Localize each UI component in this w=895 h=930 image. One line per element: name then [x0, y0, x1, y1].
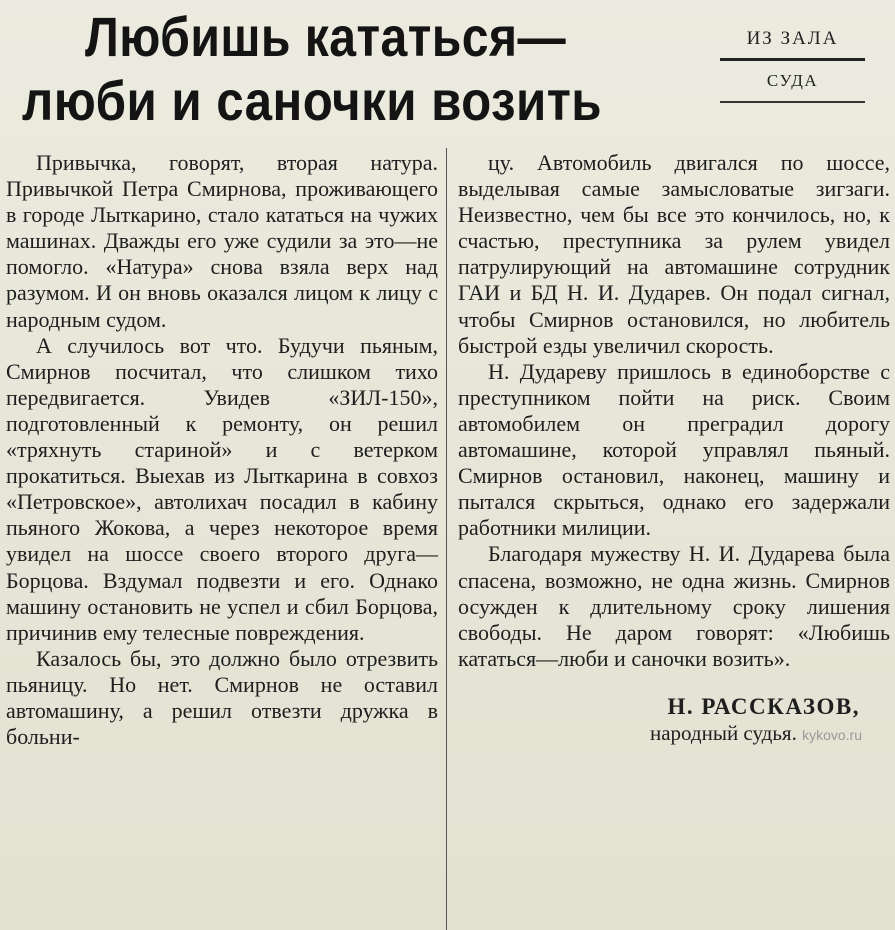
- article-paragraph: цу. Автомобиль двигался по шоссе, выделывая самые замысловатые зигзаги. Неизвестно, чем бы все это кончилось, но, к счастью, преступника за рулем увидел патрулирующий на автомашине сотрудник ГАИ и БД Н. И. Дударев. Он подал сигнал, чтобы Смирнов остановился, но любитель быстрой езды увеличил скорость.: [458, 150, 890, 358]
- rubric-box: [720, 20, 865, 103]
- article-column-left: [6, 150, 438, 750]
- column-divider: [446, 148, 447, 930]
- rubric-bottom-rule: [720, 101, 865, 103]
- rubric-line-1: ИЗ ЗАЛА: [746, 28, 839, 49]
- author-title-line: [458, 720, 890, 748]
- article-column-right: [458, 150, 890, 748]
- author-name: Н. РАССКАЗОВ,: [667, 693, 860, 719]
- article-paragraph: Благодаря мужеству Н. И. Дударева была спасена, возможно, не одна жизнь. Смирнов осужден к длительному сроку лишения свободы. Не даром говорят: «Любишь кататься—люби и саночки возить».: [458, 541, 890, 671]
- watermark: kykovo.ru: [802, 726, 862, 743]
- article-paragraph: А случилось вот что. Будучи пьяным, Смирнов посчитал, что слишком тихо передвигается. Увидев «ЗИЛ-150», подготовленный к ремонту, он решил «тряхнуть стариной» и с ветерком прокатиться. Выехав из Лыткарина в совхоз «Петровское», автолихач посадил в кабину пьяного Жокова, а через некоторое время увидел на шоссе своего второго друга—Борцова. Вздумал подвезти и его. Однако машину остановить не успел и сбил Борцова, причинив ему телесные повреждения.: [6, 332, 438, 645]
- headline-line-2: люби и саночки возить: [22, 69, 603, 132]
- article-paragraph: Казалось бы, это должно было отрезвить пьяницу. Но нет. Смирнов не оставил автомашину, а решил отвезти дружка в больни-: [6, 645, 438, 750]
- article-paragraph: Привычка, говорят, вторая натура. Привычкой Петра Смирнова, проживающего в городе Лыткарино, стало кататься на чужих машинах. Дважды его уже судили за это—не помогло. «Натура» снова взяла верх над разумом. И он вновь оказался лицом к лицу с народным судом.: [6, 150, 438, 332]
- headline-line-1: Любишь кататься—: [85, 5, 567, 68]
- rubric-line-2: СУДА: [766, 71, 819, 90]
- article-paragraph: Н. Дудареву пришлось в единоборстве с преступником пойти на риск. Своим автомобилем он преградил дорогу автомашине, которой управлял пьяный. Смирнов остановил, наконец, машину и пытался скрыться, однако его задержали работники милиции.: [458, 358, 890, 541]
- author-title: народный судья.: [649, 720, 797, 745]
